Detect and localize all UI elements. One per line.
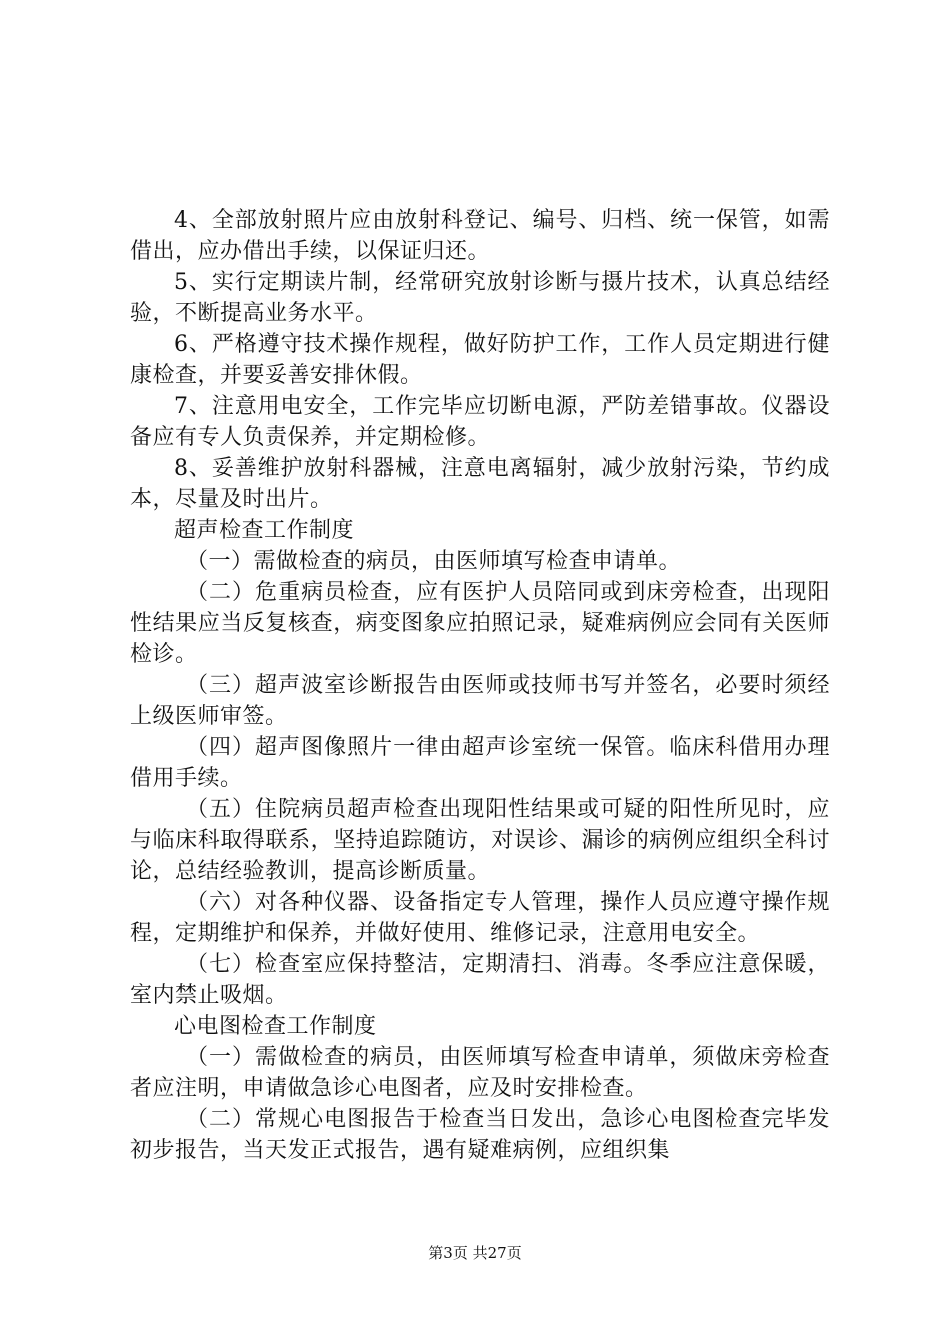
page-number-label: 第3页 共27页 (428, 1244, 522, 1262)
ecg-rule-1: （一）需做检查的病员，由医师填写检查申请单，须做床旁检查者应注明，申请做急诊心电图者，应及时安排检查。 (130, 1045, 830, 1101)
section-heading-ultrasound: 超声检查工作制度 (174, 518, 355, 543)
ultrasound-rule-4: （四）超声图像照片一律由超声诊室统一保管。临床科借用办理借用手续。 (130, 735, 830, 791)
paragraph-item-7: 7、注意用电安全，工作完毕应切断电源，严防差错事故。仪器设备应有专人负责保养，并定期检修。 (130, 394, 830, 450)
ultrasound-rule-1: （一）需做检查的病员，由医师填写检查申请单。 (186, 549, 682, 574)
paragraph-item-6: 6、严格遵守技术操作规程，做好防护工作，工作人员定期进行健康检查，并要妥善安排休假。 (130, 332, 830, 388)
paragraph-item-8: 8、妥善维护放射科器械，注意电离辐射，减少放射污染，节约成本，尽量及时出片。 (130, 456, 830, 512)
ultrasound-rule-7: （七）检查室应保持整洁，定期清扫、消毒。冬季应注意保暖，室内禁止吸烟。 (130, 952, 830, 1008)
section-heading-ecg: 心电图检查工作制度 (174, 1014, 377, 1039)
ultrasound-rule-6: （六）对各种仪器、设备指定专人管理，操作人员应遵守操作规程，定期维护和保养，并做好使用、维修记录，注意用电安全。 (130, 890, 830, 946)
paragraph-item-4: 4、全部放射照片应由放射科登记、编号、归档、统一保管，如需借出，应办借出手续，以保证归还。 (130, 208, 830, 264)
ecg-rule-2: （二）常规心电图报告于检查当日发出，急诊心电图检查完毕发初步报告，当天发正式报告，遇有疑难病例，应组织集 (130, 1107, 830, 1163)
ultrasound-rule-3: （三）超声波室诊断报告由医师或技师书写并签名，必要时须经上级医师审签。 (130, 673, 830, 729)
ultrasound-rule-2: （二）危重病员检查，应有医护人员陪同或到床旁检查，出现阳性结果应当反复核查，病变图象应拍照记录，疑难病例应会同有关医师检诊。 (130, 580, 830, 667)
page-footer (0, 1243, 950, 1263)
document-body (130, 205, 830, 1166)
ultrasound-rule-5: （五）住院病员超声检查出现阳性结果或可疑的阳性所见时，应与临床科取得联系，坚持追踪随访，对误诊、漏诊的病例应组织全科讨论，总结经验教训，提高诊断质量。 (130, 797, 830, 884)
paragraph-item-5: 5、实行定期读片制，经常研究放射诊断与摄片技术，认真总结经验，不断提高业务水平。 (130, 270, 830, 326)
